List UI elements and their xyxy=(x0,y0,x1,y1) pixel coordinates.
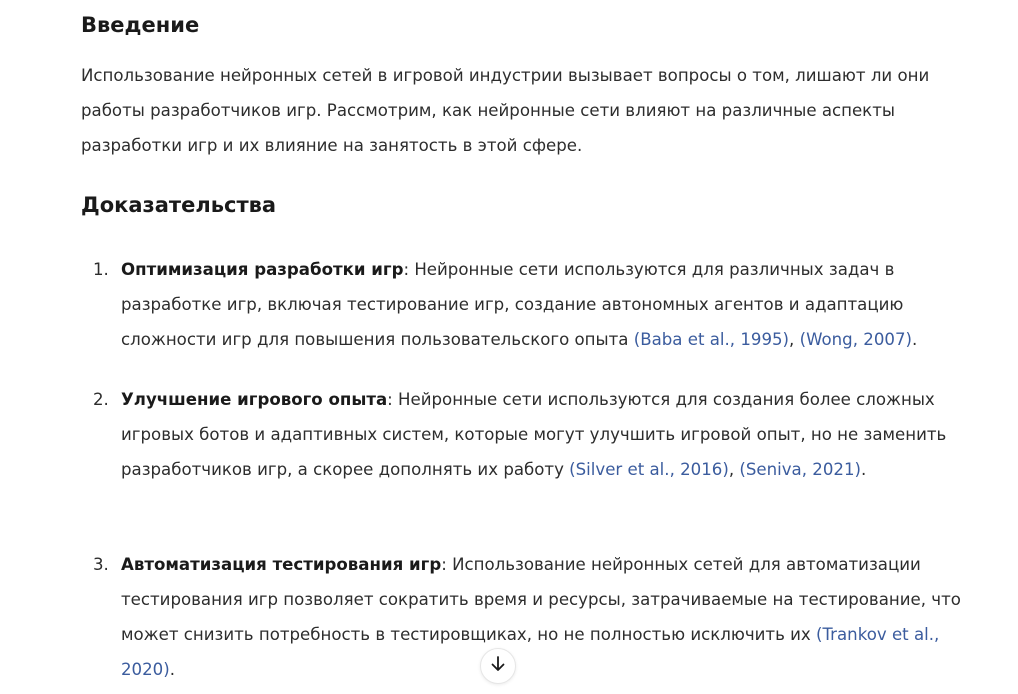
citation-link[interactable]: (Baba et al., 1995) xyxy=(633,330,790,349)
item-end: . xyxy=(911,330,918,349)
item-title: Оптимизация разработки игр xyxy=(121,260,404,279)
item-body xyxy=(121,547,961,687)
arrow-down-icon xyxy=(489,655,507,677)
intro-paragraph: Использование нейронных сетей в игровой индустрии вызывает вопросы о том, лишают ли они работы разработчиков игр. Рассмотрим, как нейронные сети влияют на различные аспекты разработки игр и их влияние на занятость в этой сфере. xyxy=(81,66,930,155)
evidence-item-3 xyxy=(81,547,961,687)
item-number: 2. xyxy=(93,390,109,409)
heading-evidence: Доказательства xyxy=(81,193,277,217)
item-number: 3. xyxy=(93,555,109,574)
item-body xyxy=(121,252,961,357)
citation-link[interactable]: (Trankov et al., 2020) xyxy=(121,625,940,679)
item-text: : Нейронные сети используются для создания более сложных игровых ботов и адаптивных систем, которые могут улучшить игровой опыт, но не заменить разработчиков игр, а скорее дополнять их работу xyxy=(121,390,947,479)
item-body xyxy=(121,382,961,487)
evidence-item-2 xyxy=(81,382,961,487)
item-text: : Нейронные сети используются для различных задач в разработке игр, включая тестирование игр, создание автономных агентов и адаптацию сложности игр для повышения пользовательского опыта xyxy=(121,260,904,349)
item-text: : Использование нейронных сетей для автоматизации тестирования игр позволяет сократить время и ресурсы, затрачиваемые на тестирование, что может снизить потребность в тестировщиках, но не полностью исключить их xyxy=(121,555,961,644)
scroll-to-bottom-button[interactable] xyxy=(480,648,516,684)
citation-link[interactable]: (Silver et al., 2016) xyxy=(569,460,729,479)
heading-intro: Введение xyxy=(81,13,200,37)
citation-separator: , xyxy=(789,330,800,349)
citation-separator: , xyxy=(728,460,740,479)
item-end: . xyxy=(860,460,867,479)
item-number: 1. xyxy=(93,260,109,279)
citation-link[interactable]: (Wong, 2007) xyxy=(799,330,912,349)
evidence-item-1 xyxy=(81,252,961,357)
item-end: . xyxy=(169,660,175,679)
item-title: Автоматизация тестирования игр xyxy=(121,555,442,574)
item-title: Улучшение игрового опыта xyxy=(121,390,388,409)
citation-link[interactable]: (Seniva, 2021) xyxy=(739,460,861,479)
